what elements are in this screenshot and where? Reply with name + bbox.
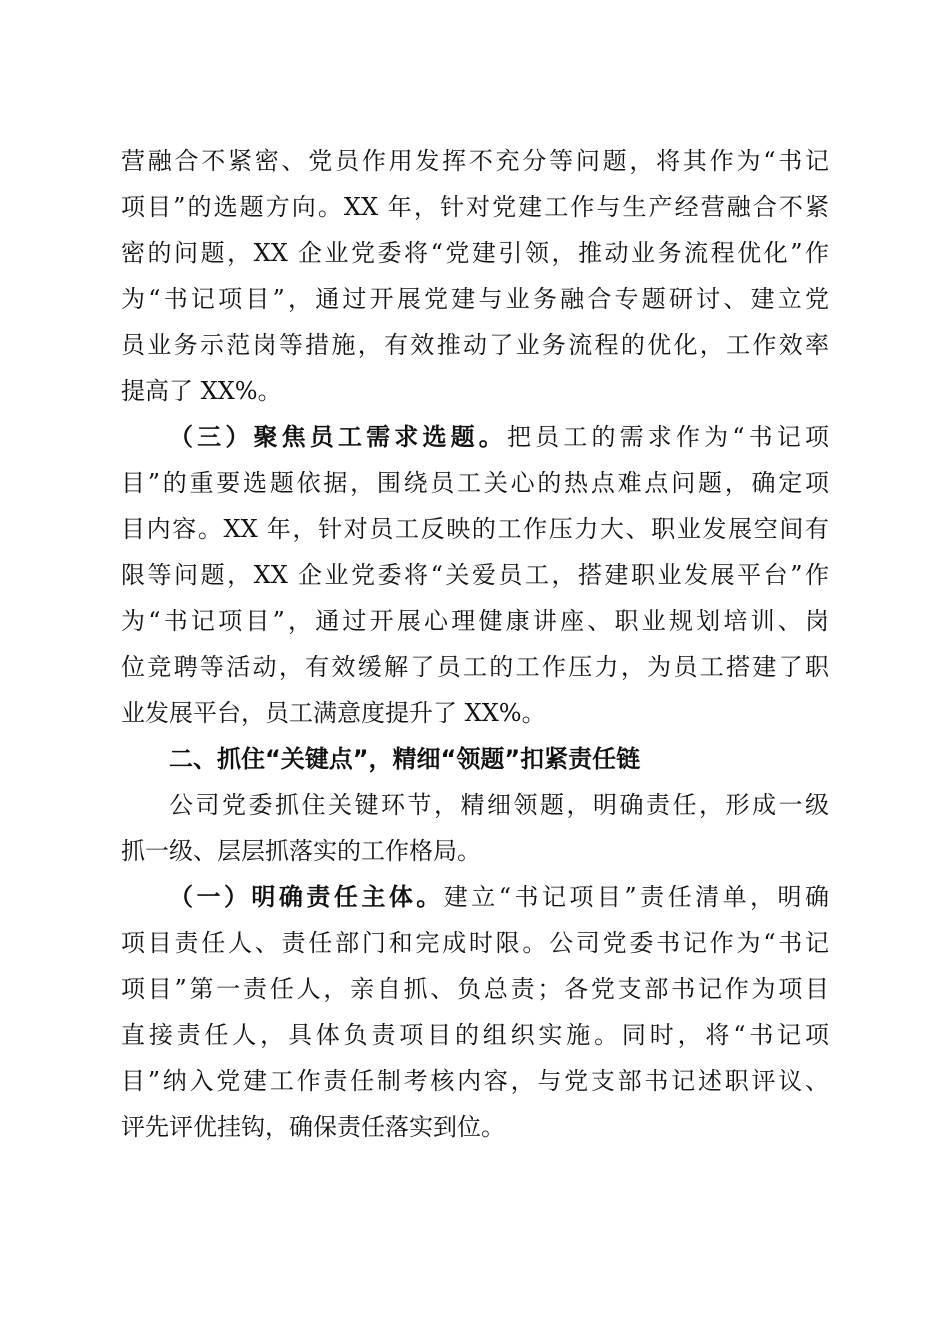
paragraph-4-line-6: 评先评优挂钩，确保责任落实到位。 (121, 1113, 505, 1141)
paragraph-4-line-3: 项目”第一责任人，亲自抓、负总责；各党支部书记作为项目 (121, 975, 829, 1003)
paragraph-3-line-2: 抓一级、层层抓落实的工作格局。 (121, 837, 481, 865)
paragraph-1-line-3: 密的问题，XX 企业党委将“党建引领，推动业务流程优化”作 (121, 239, 829, 267)
paragraph-1-line-1: 营融合不紧密、党员作用发挥不充分等问题，将其作为“书记 (121, 147, 829, 175)
paragraph-1-line-5: 员业务示范岗等措施，有效推动了业务流程的优化，工作效率 (121, 331, 829, 359)
paragraph-4-lead: （一）明确责任主体。 (169, 883, 444, 911)
paragraph-2-first-line-rest: 把员工的需求作为“书记项 (506, 423, 830, 451)
paragraph-1-line-6: 提高了 XX%。 (121, 377, 282, 405)
paragraph-4-first-line-rest: 建立“书记项目”责任清单，明确 (443, 883, 830, 911)
paragraph-4-line-1 (169, 882, 829, 912)
paragraph-4-line-4: 直接责任人，具体负责项目的组织实施。同时，将“书记项 (121, 1021, 829, 1049)
paragraph-2-line-4: 限等问题，XX 企业党委将“关爱员工，搭建职业发展平台”作 (121, 561, 829, 589)
paragraph-2-line-3: 目内容。XX 年，针对员工反映的工作压力大、职业发展空间有 (121, 515, 829, 543)
paragraph-4-line-5: 目”纳入党建工作责任制考核内容，与党支部书记述职评议、 (121, 1067, 829, 1095)
paragraph-2-line-1 (169, 422, 829, 452)
paragraph-2-line-6: 位竞聘等活动，有效缓解了员工的工作压力，为员工搭建了职 (121, 653, 829, 681)
paragraph-2-lead: （三）聚焦员工需求选题。 (169, 423, 507, 451)
paragraph-4-line-2: 项目责任人、责任部门和完成时限。公司党委书记作为“书记 (121, 929, 829, 957)
paragraph-1-line-4: 为“书记项目”，通过开展党建与业务融合专题研讨、建立党 (121, 285, 829, 313)
paragraph-2-line-5: 为“书记项目”，通过开展心理健康讲座、职业规划培训、岗 (121, 607, 829, 635)
paragraph-2-line-7: 业发展平台，员工满意度提升了 XX%。 (121, 699, 546, 727)
paragraph-1-line-2: 项目”的选题方向。XX 年，针对党建工作与生产经营融合不紧 (121, 193, 829, 221)
paragraph-3-line-1: 公司党委抓住关键环节，精细领题，明确责任，形成一级 (169, 791, 829, 819)
section-heading: 二、抓住“关键点”，精细“领题”扣紧责任链 (169, 745, 641, 773)
paragraph-2-line-2: 目”的重要选题依据，围绕员工关心的热点难点问题，确定项 (121, 469, 829, 497)
